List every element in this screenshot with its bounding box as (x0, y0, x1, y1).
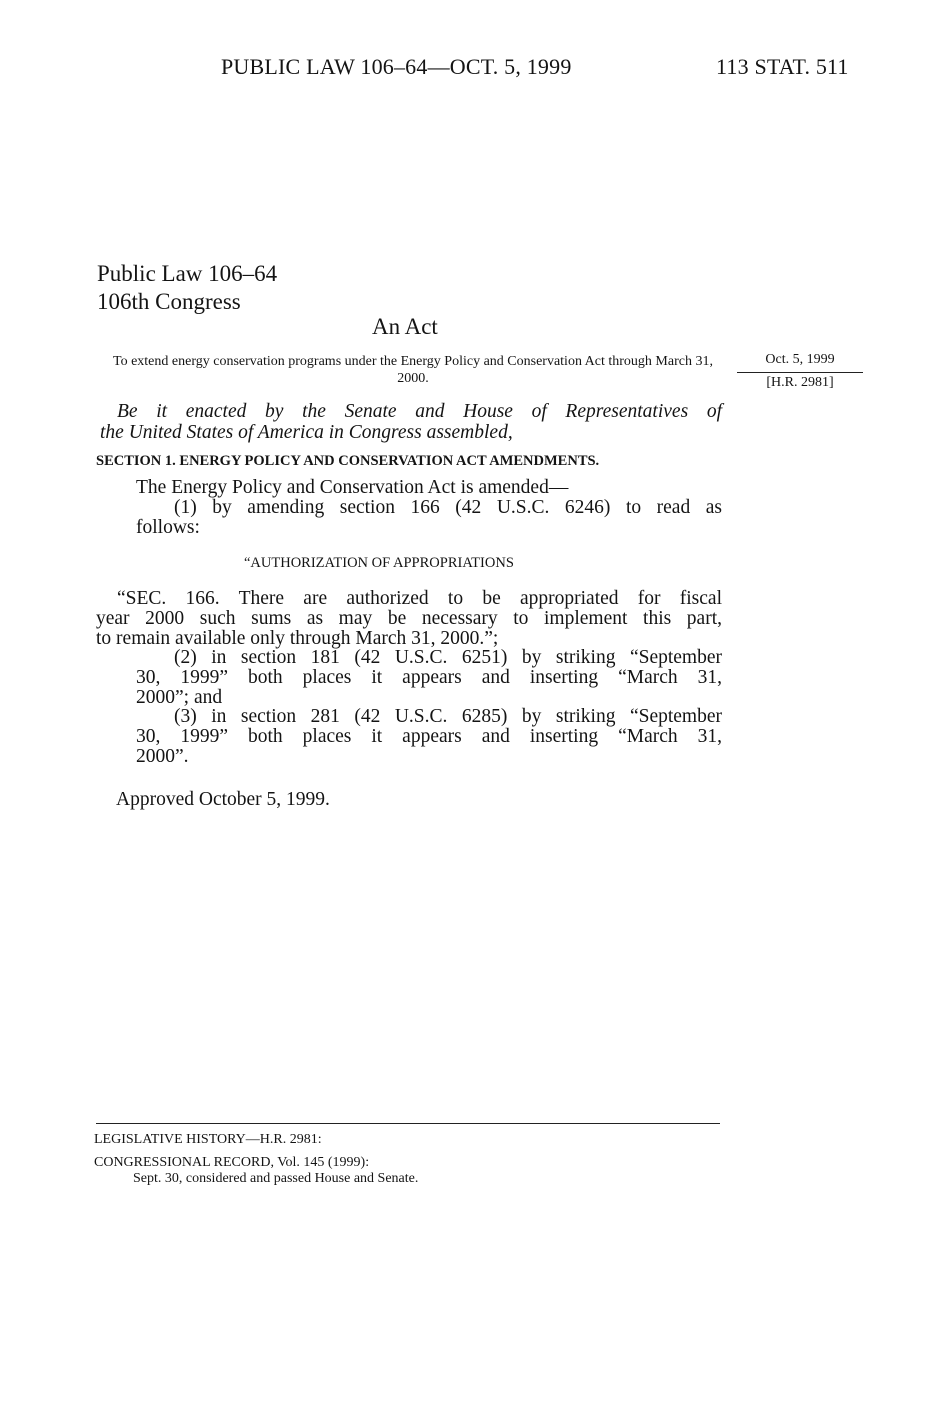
item-3-line-1: (3) in section 281 (42 U.S.C. 6285) by striking “September (174, 706, 722, 727)
legislative-history-entry: Sept. 30, considered and passed House and Senate. (133, 1171, 419, 1186)
footnote-rule (96, 1123, 720, 1124)
item-2-line-2: 30, 1999” both places it appears and inserting “March 31, (136, 667, 722, 688)
long-title: To extend energy conservation programs under the Energy Policy and Conservation Act through March 31, 2000. (113, 354, 713, 386)
enacting-clause (100, 401, 722, 443)
item-2-line-1: (2) in section 181 (42 U.S.C. 6251) by striking “September (174, 647, 722, 668)
margin-note-bill-number: [H.R. 2981] (766, 375, 834, 390)
act-label: An Act (372, 314, 438, 339)
sec-166-line-2: year 2000 such sums as may be necessary to implement this part, (96, 608, 722, 629)
law-number: Public Law 106–64 (97, 261, 278, 286)
running-head-page-number: 113 STAT. 511 (716, 54, 849, 79)
item-2-line-3: 2000”; and (136, 687, 223, 708)
legislative-history-heading: LEGISLATIVE HISTORY—H.R. 2981: (94, 1132, 322, 1147)
item-1-line-2: follows: (136, 517, 200, 538)
margin-note-rule (737, 372, 863, 373)
sec-166-line-3: to remain available only through March 31, 2000.”; (96, 628, 499, 649)
running-head-left: PUBLIC LAW 106–64—OCT. 5, 1999 (221, 54, 572, 79)
enacting-clause-line-2: the United States of America in Congress assembled, (100, 422, 513, 443)
congressional-record-line: CONGRESSIONAL RECORD, Vol. 145 (1999): (94, 1155, 370, 1170)
sec-166-line-1: “SEC. 166. There are authorized to be appropriated for fiscal (117, 588, 722, 609)
item-3-line-2: 30, 1999” both places it appears and inserting “March 31, (136, 726, 722, 747)
quoted-section-heading: “AUTHORIZATION OF APPROPRIATIONS (244, 555, 514, 571)
margin-note-date: Oct. 5, 1999 (765, 352, 835, 367)
item-1-line-1: (1) by amending section 166 (42 U.S.C. 6246) to read as (174, 497, 722, 518)
congress-number: 106th Congress (97, 289, 241, 314)
approval-date: Approved October 5, 1999. (116, 789, 330, 810)
section-heading: SECTION 1. ENERGY POLICY AND CONSERVATION ACT AMENDMENTS. (96, 453, 600, 469)
law-title-block (97, 260, 277, 316)
section-intro: The Energy Policy and Conservation Act is amended— (136, 477, 569, 498)
item-3-line-3: 2000”. (136, 746, 189, 767)
enacting-clause-line-1: Be it enacted by the Senate and House of Representatives of (117, 401, 722, 422)
